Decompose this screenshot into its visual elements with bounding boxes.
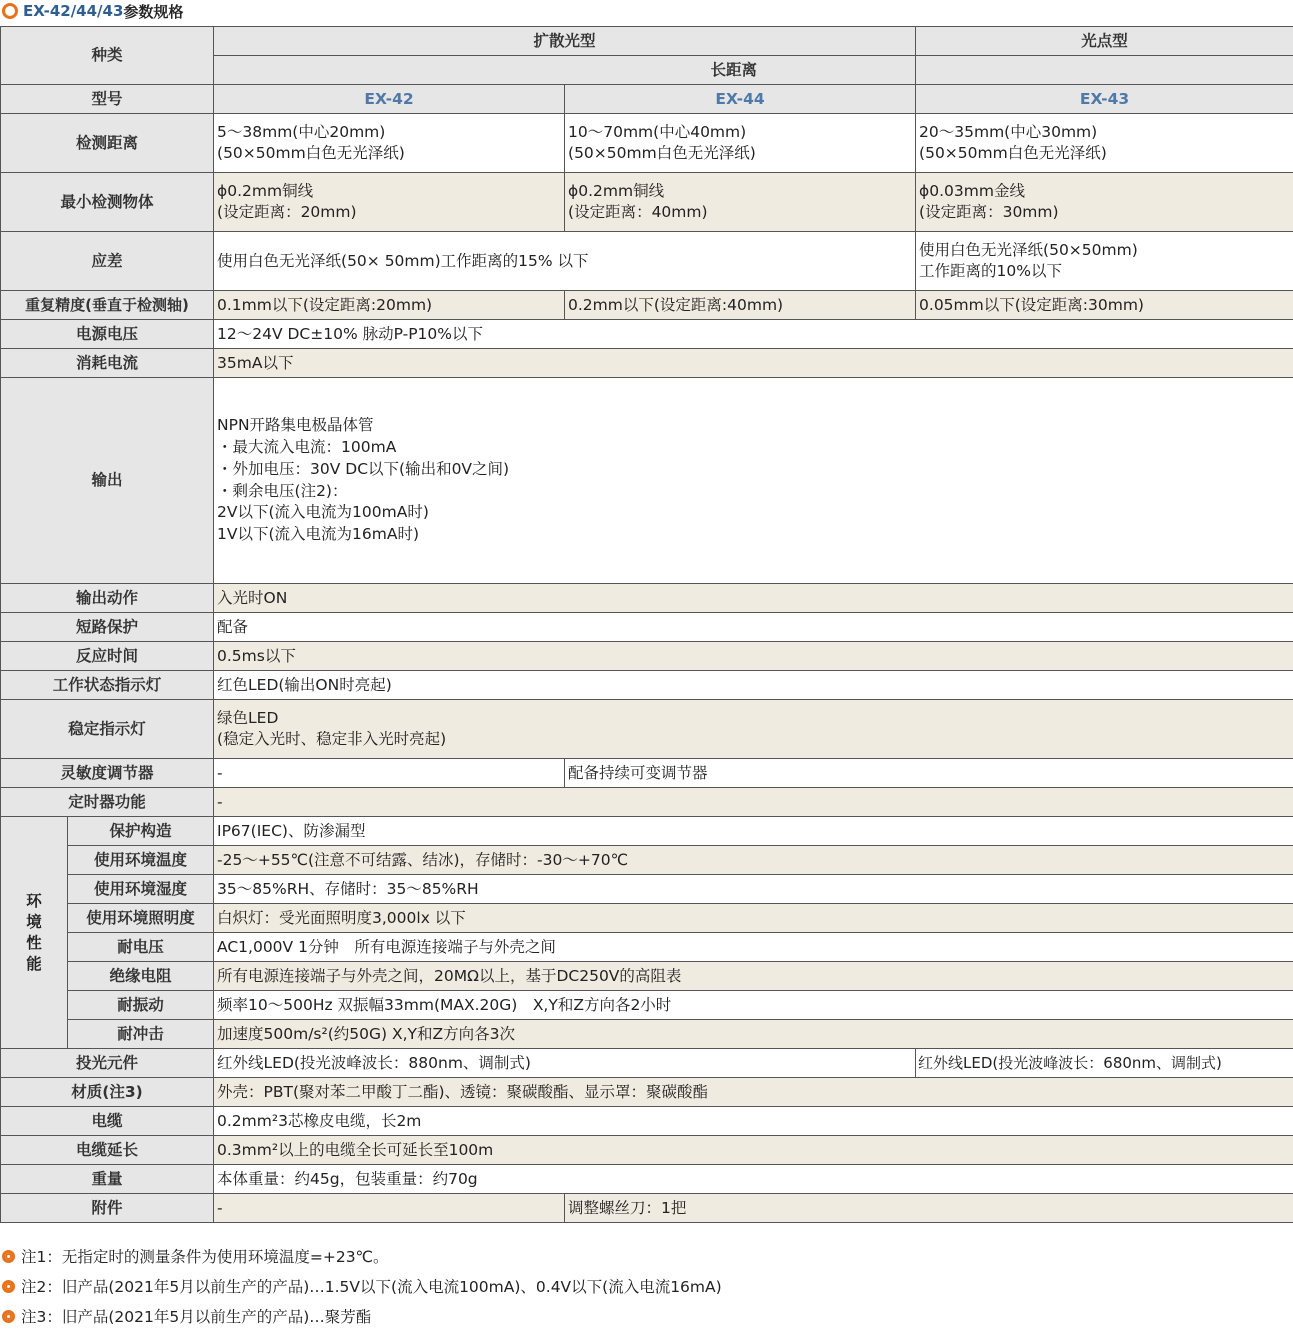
cell-value: 绿色LED (稳定入光时、稳定非入光时亮起)	[214, 700, 1293, 759]
cell-value: 5～38mm(中心20mm) (50×50mm白色无光泽纸)	[214, 114, 565, 173]
cell-value: 使用白色无光泽纸(50×50mm) 工作距离的10%以下	[916, 232, 1293, 291]
kind-label: 种类	[1, 27, 214, 85]
cell-value: -	[214, 788, 1293, 817]
row-label: 消耗电流	[1, 349, 214, 378]
row-label: 保护构造	[68, 817, 214, 846]
cell-value: -25～+55℃(注意不可结露、结冰)，存储时：-30～+70℃	[214, 846, 1293, 875]
cell-value: 红外线LED(投光波峰波长：680nm、调制式)	[916, 1049, 1293, 1078]
row-label: 耐电压	[68, 933, 214, 962]
cell-value: 配备持续可变调节器	[565, 759, 1293, 788]
target-bullet-icon	[2, 1310, 15, 1323]
cell-value: 0.5ms以下	[214, 642, 1293, 671]
row-label: 工作状态指示灯	[1, 671, 214, 700]
cell-value: 本体重量：约45g，包装重量：约70g	[214, 1165, 1293, 1194]
row-label: 反应时间	[1, 642, 214, 671]
cell-value: 35～85%RH、存储时：35～85%RH	[214, 875, 1293, 904]
diffuse-type-header: 扩散光型	[214, 27, 916, 56]
footnote	[0, 1301, 722, 1331]
cell-value: ϕ0.2mm铜线 (设定距离：20mm)	[214, 173, 565, 232]
cell-value: 配备	[214, 613, 1293, 642]
row-label: 投光元件	[1, 1049, 214, 1078]
row-label: 应差	[1, 232, 214, 291]
title-suffix: 参数规格	[123, 2, 184, 21]
row-label: 重复精度(垂直于检测轴)	[1, 291, 214, 320]
circle-bullet-icon	[2, 3, 18, 19]
cell-value: 0.2mm²3芯橡皮电缆，长2m	[214, 1107, 1293, 1136]
cell-value: 入光时ON	[214, 584, 1293, 613]
cell-value: ϕ0.03mm金线 (设定距离：30mm)	[916, 173, 1293, 232]
row-label: 输出动作	[1, 584, 214, 613]
footnote-text: 注3：旧产品(2021年5月以前生产的产品)…聚芳酯	[21, 1308, 372, 1326]
model-label: 型号	[1, 85, 214, 114]
model-ex44: EX-44	[565, 85, 916, 114]
footnotes	[0, 1241, 722, 1331]
cell-value: 白炽灯：受光面照明度3,000lx 以下	[214, 904, 1293, 933]
title-model: EX-42/44/43	[23, 2, 124, 20]
cell-value: 外壳：PBT(聚对苯二甲酸丁二酯)、透镜：聚碳酸酯、显示罩：聚碳酸酯	[214, 1078, 1293, 1107]
target-bullet-icon	[2, 1250, 15, 1263]
row-label: 使用环境湿度	[68, 875, 214, 904]
model-ex43: EX-43	[916, 85, 1293, 114]
row-label: 输出	[1, 378, 214, 584]
target-bullet-icon	[2, 1280, 15, 1293]
row-label: 材质(注3)	[1, 1078, 214, 1107]
cell-value: 0.2mm以下(设定距离:40mm)	[565, 291, 916, 320]
cell-value: 所有电源连接端子与外壳之间，20MΩ以上，基于DC250V的高阻表	[214, 962, 1293, 991]
cell-value: 0.05mm以下(设定距离:30mm)	[916, 291, 1293, 320]
row-label: 使用环境温度	[68, 846, 214, 875]
row-label: 最小检测物体	[1, 173, 214, 232]
cell-value: 频率10～500Hz 双振幅33mm(MAX.20G) X,Y和Z方向各2小时	[214, 991, 1293, 1020]
row-label: 短路保护	[1, 613, 214, 642]
long-distance-header: 长距离	[565, 56, 916, 85]
cell-value: 0.1mm以下(设定距离:20mm)	[214, 291, 565, 320]
row-label: 电缆延长	[1, 1136, 214, 1165]
footnote-text: 注1：无指定时的测量条件为使用环境温度=+23℃。	[21, 1248, 389, 1266]
row-label: 检测距离	[1, 114, 214, 173]
row-label: 定时器功能	[1, 788, 214, 817]
cell-value: 加速度500m/s²(约50G) X,Y和Z方向各3次	[214, 1020, 1293, 1049]
model-ex42: EX-42	[214, 85, 565, 114]
cell-value: ϕ0.2mm铜线 (设定距离：40mm)	[565, 173, 916, 232]
spec-table	[0, 26, 1293, 1223]
row-label: 灵敏度调节器	[1, 759, 214, 788]
cell-value: 0.3mm²以上的电缆全长可延长至100m	[214, 1136, 1293, 1165]
footnote-text: 注2：旧产品(2021年5月以前生产的产品)…1.5V以下(流入电流100mA)、0.4V以下(流入电流16mA)	[21, 1278, 722, 1296]
row-label: 耐振动	[68, 991, 214, 1020]
footnote	[0, 1271, 722, 1301]
cell-value: -	[214, 1194, 565, 1223]
row-label: 绝缘电阻	[68, 962, 214, 991]
row-label: 稳定指示灯	[1, 700, 214, 759]
spot-type-header: 光点型	[916, 27, 1293, 56]
cell-value: 35mA以下	[214, 349, 1293, 378]
cell-value: 红外线LED(投光波峰波长：880nm、调制式)	[214, 1049, 916, 1078]
cell-value: 20～35mm(中心30mm) (50×50mm白色无光泽纸)	[916, 114, 1293, 173]
row-label: 电缆	[1, 1107, 214, 1136]
row-label: 电源电压	[1, 320, 214, 349]
cell-value: 10～70mm(中心40mm) (50×50mm白色无光泽纸)	[565, 114, 916, 173]
row-label: 使用环境照明度	[68, 904, 214, 933]
cell-value: NPN开路集电极晶体管 ・最大流入电流：100mA ・外加电压：30V DC以下(输出和0V之间) ・剩余电压(注2)： 2V以下(流入电流为100mA时) 1V以下(流入电流为16mA时)	[214, 378, 1293, 584]
footnote	[0, 1241, 722, 1271]
row-label: 重量	[1, 1165, 214, 1194]
cell-value: 调整螺丝刀：1把	[565, 1194, 1293, 1223]
cell-value: 使用白色无光泽纸(50× 50mm)工作距离的15% 以下	[214, 232, 916, 291]
cell-value: IP67(IEC)、防渗漏型	[214, 817, 1293, 846]
page-title	[0, 0, 183, 22]
cell-value: AC1,000V 1分钟 所有电源连接端子与外壳之间	[214, 933, 1293, 962]
row-label: 耐冲击	[68, 1020, 214, 1049]
cell-value: 12～24V DC±10% 脉动P-P10%以下	[214, 320, 1293, 349]
row-label: 附件	[1, 1194, 214, 1223]
env-performance-label: 环 境 性 能	[1, 817, 68, 1049]
cell-value: 红色LED(输出ON时亮起)	[214, 671, 1293, 700]
cell-value: -	[214, 759, 565, 788]
